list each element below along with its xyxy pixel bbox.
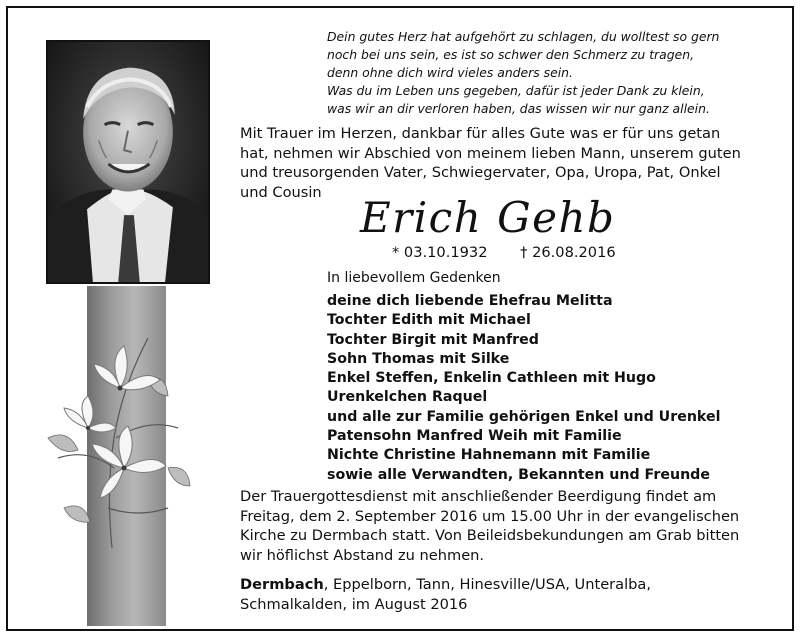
flower-icon xyxy=(28,318,196,550)
farewell-intro xyxy=(240,124,772,202)
mourner-entry: Urenkelchen Raquel xyxy=(327,389,488,406)
mourner-entry: Nichte Christine Hahnemann mit Familie xyxy=(327,447,651,464)
life-dates xyxy=(392,244,616,261)
intro-line: hat, nehmen wir Abschied von meinem lieben Mann, unserem guten xyxy=(240,144,741,162)
mourner-entry: Sohn Thomas mit Silke xyxy=(327,350,510,367)
mourner-entry: Enkel Steffen, Enkelin Cathleen mit Hugo xyxy=(327,370,656,387)
main-town: Dermbach xyxy=(240,576,324,593)
mourner-entry: Patensohn Manfred Weih mit Familie xyxy=(327,428,622,445)
other-towns: , Eppelborn, Tann, Hinesville/USA, Unteralba, xyxy=(323,576,652,593)
service-line: Kirche zu Dermbach statt. Von Beileidsbekundungen am Grab bitten xyxy=(240,527,740,545)
place-date-line: Schmalkalden, im August 2016 xyxy=(240,595,468,613)
intro-line: Mit Trauer im Herzen, dankbar für alles Gute was er für uns getan xyxy=(240,125,721,142)
portrait-photo xyxy=(46,40,210,284)
intro-line: und treusorgenden Vater, Schwiegervater, Opa, Uropa, Pat, Onkel xyxy=(240,164,721,182)
service-line: wir höflichst Abstand zu nehmen. xyxy=(240,546,485,564)
memorial-poem xyxy=(327,28,777,118)
poem-line: Was du im Leben uns gegeben, dafür ist jeder Dank zu klein, xyxy=(327,83,705,98)
mourner-entry: sowie alle Verwandten, Bekannten und Freunde xyxy=(327,466,710,483)
service-line: Der Trauergottesdienst mit anschließender Beerdigung findet am xyxy=(240,488,717,505)
poem-line: Dein gutes Herz hat aufgehört zu schlagen, du wolltest so gern xyxy=(327,29,720,44)
intro-line: und Cousin xyxy=(240,183,322,201)
death-date: † 26.08.2016 xyxy=(520,244,616,261)
poem-line: denn ohne dich wird vieles anders sein. xyxy=(327,65,573,80)
mourners-list xyxy=(327,292,777,485)
deceased-name: Erich Gehb xyxy=(360,193,616,242)
portrait-image xyxy=(48,42,208,282)
poem-line: was wir an dir verloren haben, das wissen wir nur ganz allein. xyxy=(327,101,710,116)
place-and-date xyxy=(240,575,772,614)
poem-line: noch bei uns sein, es ist so schwer den Schmerz zu tragen, xyxy=(327,47,695,62)
mourner-entry: Tochter Edith mit Michael xyxy=(327,312,531,329)
funeral-service-info xyxy=(240,487,772,565)
service-line: Freitag, dem 2. September 2016 um 15.00 Uhr in der evangelischen xyxy=(240,507,740,525)
birth-date: * 03.10.1932 xyxy=(392,244,488,261)
mourning-intro: In liebevollem Gedenken xyxy=(327,270,501,286)
places-line xyxy=(240,575,772,595)
lily-flower-decoration xyxy=(28,318,196,550)
mourner-entry: deine dich liebende Ehefrau Melitta xyxy=(327,293,613,309)
mourner-entry: Tochter Birgit mit Manfred xyxy=(327,331,539,348)
mourner-entry: und alle zur Familie gehörigen Enkel und Urenkel xyxy=(327,408,721,425)
